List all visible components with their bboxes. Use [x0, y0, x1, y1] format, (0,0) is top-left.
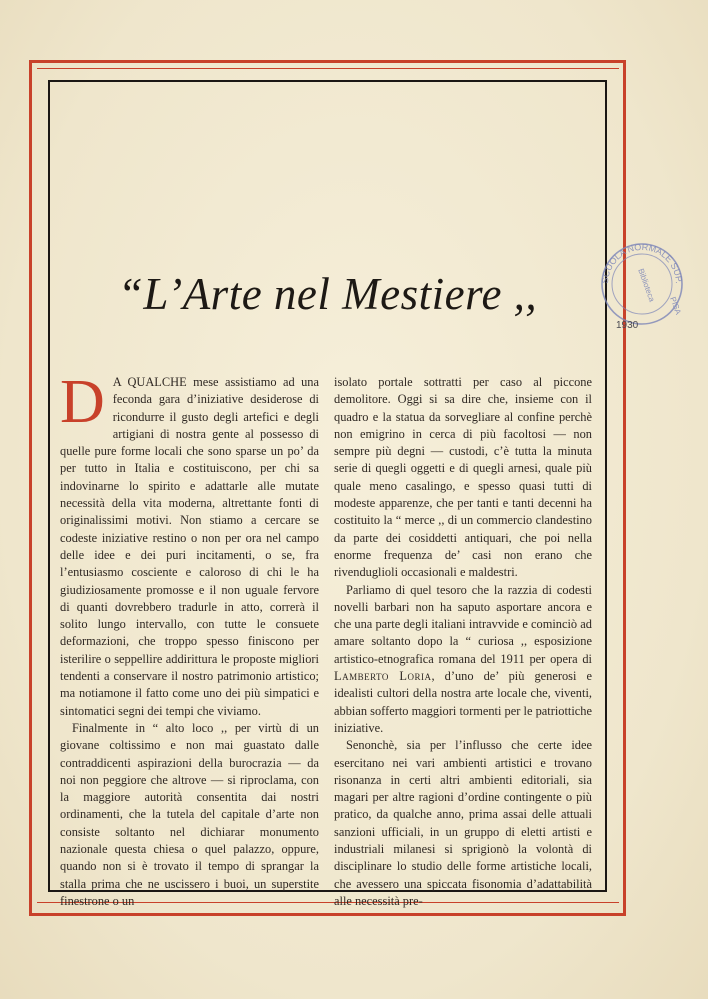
article-title: “L’Arte nel Mestiere ,,	[117, 269, 538, 319]
stamp-text-top: SCUOLA NORMALE SUP.	[599, 241, 685, 284]
paragraph-parliamo-end: , d’uno de’ più generosi e idealisti cultori della nostra arte locale che, viventi, abbian sofferto maggiori tormenti per le patriottiche iniziative.	[334, 669, 592, 735]
library-stamp	[572, 238, 696, 338]
drop-cap: D	[60, 368, 105, 436]
library-stamp-graphic	[572, 238, 696, 338]
paragraph-parliamo-text: Parliamo di quel tesoro che la razzia di codesti novelli barbari non ha saputo asportare ancora e che una parte degli italiani intravvide e cominciò ad amare soltanto dopo la “ curiosa ,, esposizione artistico-etnografica romana del 1911 per opera di	[334, 582, 592, 666]
red-frame-inner-top	[37, 68, 619, 69]
paragraph-continuation: isolato portale sottratti per caso al piccone demolitore. Oggi si sa dire che, insieme con il quadro e la statua da sorvegliare al confine perchè non emigrino in cerca di più facoltosi — non sempre più degni — custodi, c’è tutta la minuta serie di quegli oggetti e di quegli arnesi, quale più quale meno casalingo, e spesso quasi tutti di modeste apparenze, che per tanti e tanti decenni ha costituito la “ merce ,, di un commercio clandestino da parte dei cosiddetti antiquari, che poi nella enorme frequenza de’ casi non erano che rivenduglioli occasionali e maldestri.	[334, 375, 592, 580]
paragraph-senonche: Senonchè, sia per l’influsso che certe idee esercitano nei vari ambienti artistici e trovano risonanza in certi altri ambienti editoriali, sia magari per altre ragioni d’ordine contingente o più pratico, da qualche anno, prima assai delle attuali sanzioni ufficiali, in un gruppo di eletti artisti e industriali milanesi si sprigionò la volontà di disciplinare lo studio delle forme artistiche locali, che avessero una spiccata fisonomia d’adattabilità alle necessità pre-	[334, 738, 592, 908]
paragraph-parliamo	[334, 582, 592, 738]
stamp-text-mid: Biblioteca	[636, 267, 657, 303]
paragraph-opening-text: A QUALCHE mese assistiamo ad una feconda gara d’iniziative desiderose di ricondurre il gusto degli artefici e degli artigiani di nostra gente al possesso di quelle pure forme locali che sono sparse un po’ da per tutto in Italia e costituiscono, per chi sa indovinarne lo spirito e adattarle alle mutate necessità della vita moderna, altrettante fonti di originalissimi motivi. Non stiamo a cercare se codeste iniziative restino o non per ora nel campo delle idee e dei puri incitamenti, o se, fra l’entusiasmo cosciente e caloroso di chi le ha giudiziosamente promosse e il non uguale fervore di quanti dovrebbero tradurle in atto, correrà il solito lungo intervallo, con tutte le consuete deformazioni, che troppo spesso finiscono per isterilire o seppellire addirittura le proposte migliori tendenti a conservare il nostro patrimonio artistico; ma notiamone il fatto come uno dei più simpatici e sintomatici segni dei tempi che viviamo.	[60, 375, 319, 718]
paragraph-opening	[60, 368, 319, 720]
paragraph-finalmente: Finalmente in “ alto loco ,, per virtù di un giovane coltissimo e non mai guastato dalle contraddicenti aspirazioni della burocrazia — da noi non peggiore che altrove — si riproclama, con la maggiore autorità consentita dai nostri ordinamenti, che la tutela del capitale d’arte non consiste soltanto nel dichiarar monumento nazionale questa chiesa o quel palazzo, oppure, quando non si è trovato il tempo di sprangar la stalla prima che ne uscissero i buoi, un superstite finestrone o un	[60, 720, 319, 908]
stamp-text-bottom: PISA	[668, 295, 683, 316]
text-column-left	[60, 368, 319, 910]
text-column-right	[334, 374, 592, 910]
stamp-fragment: 1930	[616, 320, 639, 331]
author-name: Lamberto Loria	[334, 669, 432, 684]
